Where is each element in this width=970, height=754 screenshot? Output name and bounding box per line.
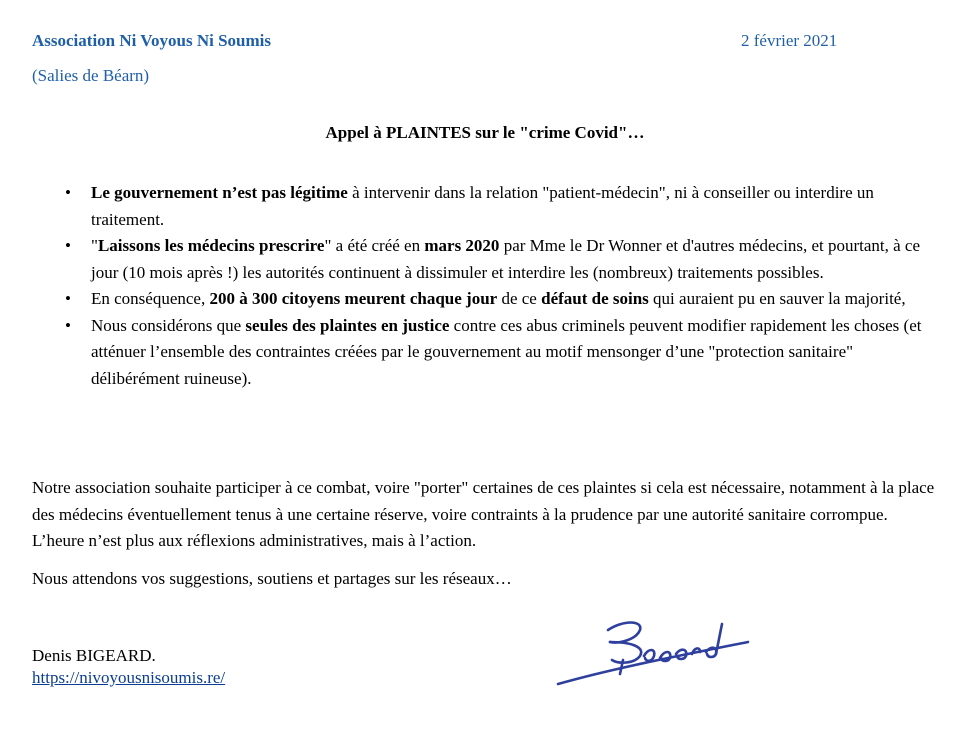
- bullet-text: " a été créé en: [324, 236, 425, 255]
- bullet-item: [32, 180, 932, 233]
- bullet-text: par Mme le Dr Wonner et d'autres médecins, et pourtant, à ce jour (10 mois après !) les autorités continuent à dissimuler et interdire les (nombreux) traitements possibles.: [91, 236, 920, 282]
- bullet-dot-icon: •: [65, 183, 71, 202]
- org-name: Association Ni Voyous Ni Soumis: [32, 31, 272, 50]
- bullet-emphasis: Le gouvernement n’est pas légitime: [91, 183, 348, 202]
- document-title: Appel à PLAINTES sur le "crime Covid"…: [325, 123, 645, 142]
- bullet-item: [32, 313, 932, 393]
- bullet-text: à intervenir dans la relation "patient-médecin", ni à conseiller ou interdire un traitement.: [91, 183, 874, 229]
- bullet-emphasis: défaut de soins: [541, 289, 649, 308]
- bullet-dot-icon: •: [65, 289, 71, 308]
- handwritten-signature: [548, 599, 758, 692]
- bullet-text: qui auraient pu en sauver la majorité,: [648, 289, 906, 308]
- bullet-emphasis: Laissons les médecins prescrire: [97, 236, 325, 255]
- bullet-emphasis: mars 2020: [424, 236, 500, 255]
- org-location: (Salies de Béarn): [32, 66, 150, 85]
- paragraph-suggestions: Nous attendons vos suggestions, soutiens et partages sur les réseaux…: [32, 569, 512, 588]
- bullet-item: [32, 233, 932, 286]
- signature-text: Bigeard: [548, 599, 599, 616]
- bullet-text: de ce: [497, 289, 542, 308]
- bullet-emphasis: seules des plaintes en justice: [245, 315, 450, 335]
- document-date: 2 février 2021: [741, 31, 838, 50]
- bullet-text: Nous considérons que: [91, 315, 246, 335]
- bullet-item: [32, 286, 932, 313]
- signer-name: Denis BIGEARD.: [32, 646, 156, 665]
- paragraph-association: Notre association souhaite participer à ce combat, voire "porter" certaines de ces plaintes si cela est nécessaire, notamment à la place des médecins éventuellement tenus à une certaine réserve, voire contraints à la prudence par une autorité sanitaire corrompue. L’heure n’est plus aux réflexions administratives, mais à l’action.: [32, 478, 935, 550]
- bullet-text: En conséquence,: [91, 289, 210, 308]
- bullet-text: contre ces abus criminels peuvent modifier rapidement les choses (et atténuer l’ensemble des contraintes créées par le gouvernement au motif mensonger d’une "protection sanitaire" délibérément ruineuse).: [91, 315, 922, 388]
- bullet-list: [32, 180, 932, 392]
- bullet-text: ": [91, 236, 98, 255]
- website-link[interactable]: https://nivoyousnisoumis.re/: [32, 668, 226, 687]
- bullet-emphasis: 200 à 300 citoyens meurent chaque jour: [209, 289, 498, 308]
- bullet-dot-icon: •: [65, 315, 71, 335]
- bullet-dot-icon: •: [65, 236, 71, 255]
